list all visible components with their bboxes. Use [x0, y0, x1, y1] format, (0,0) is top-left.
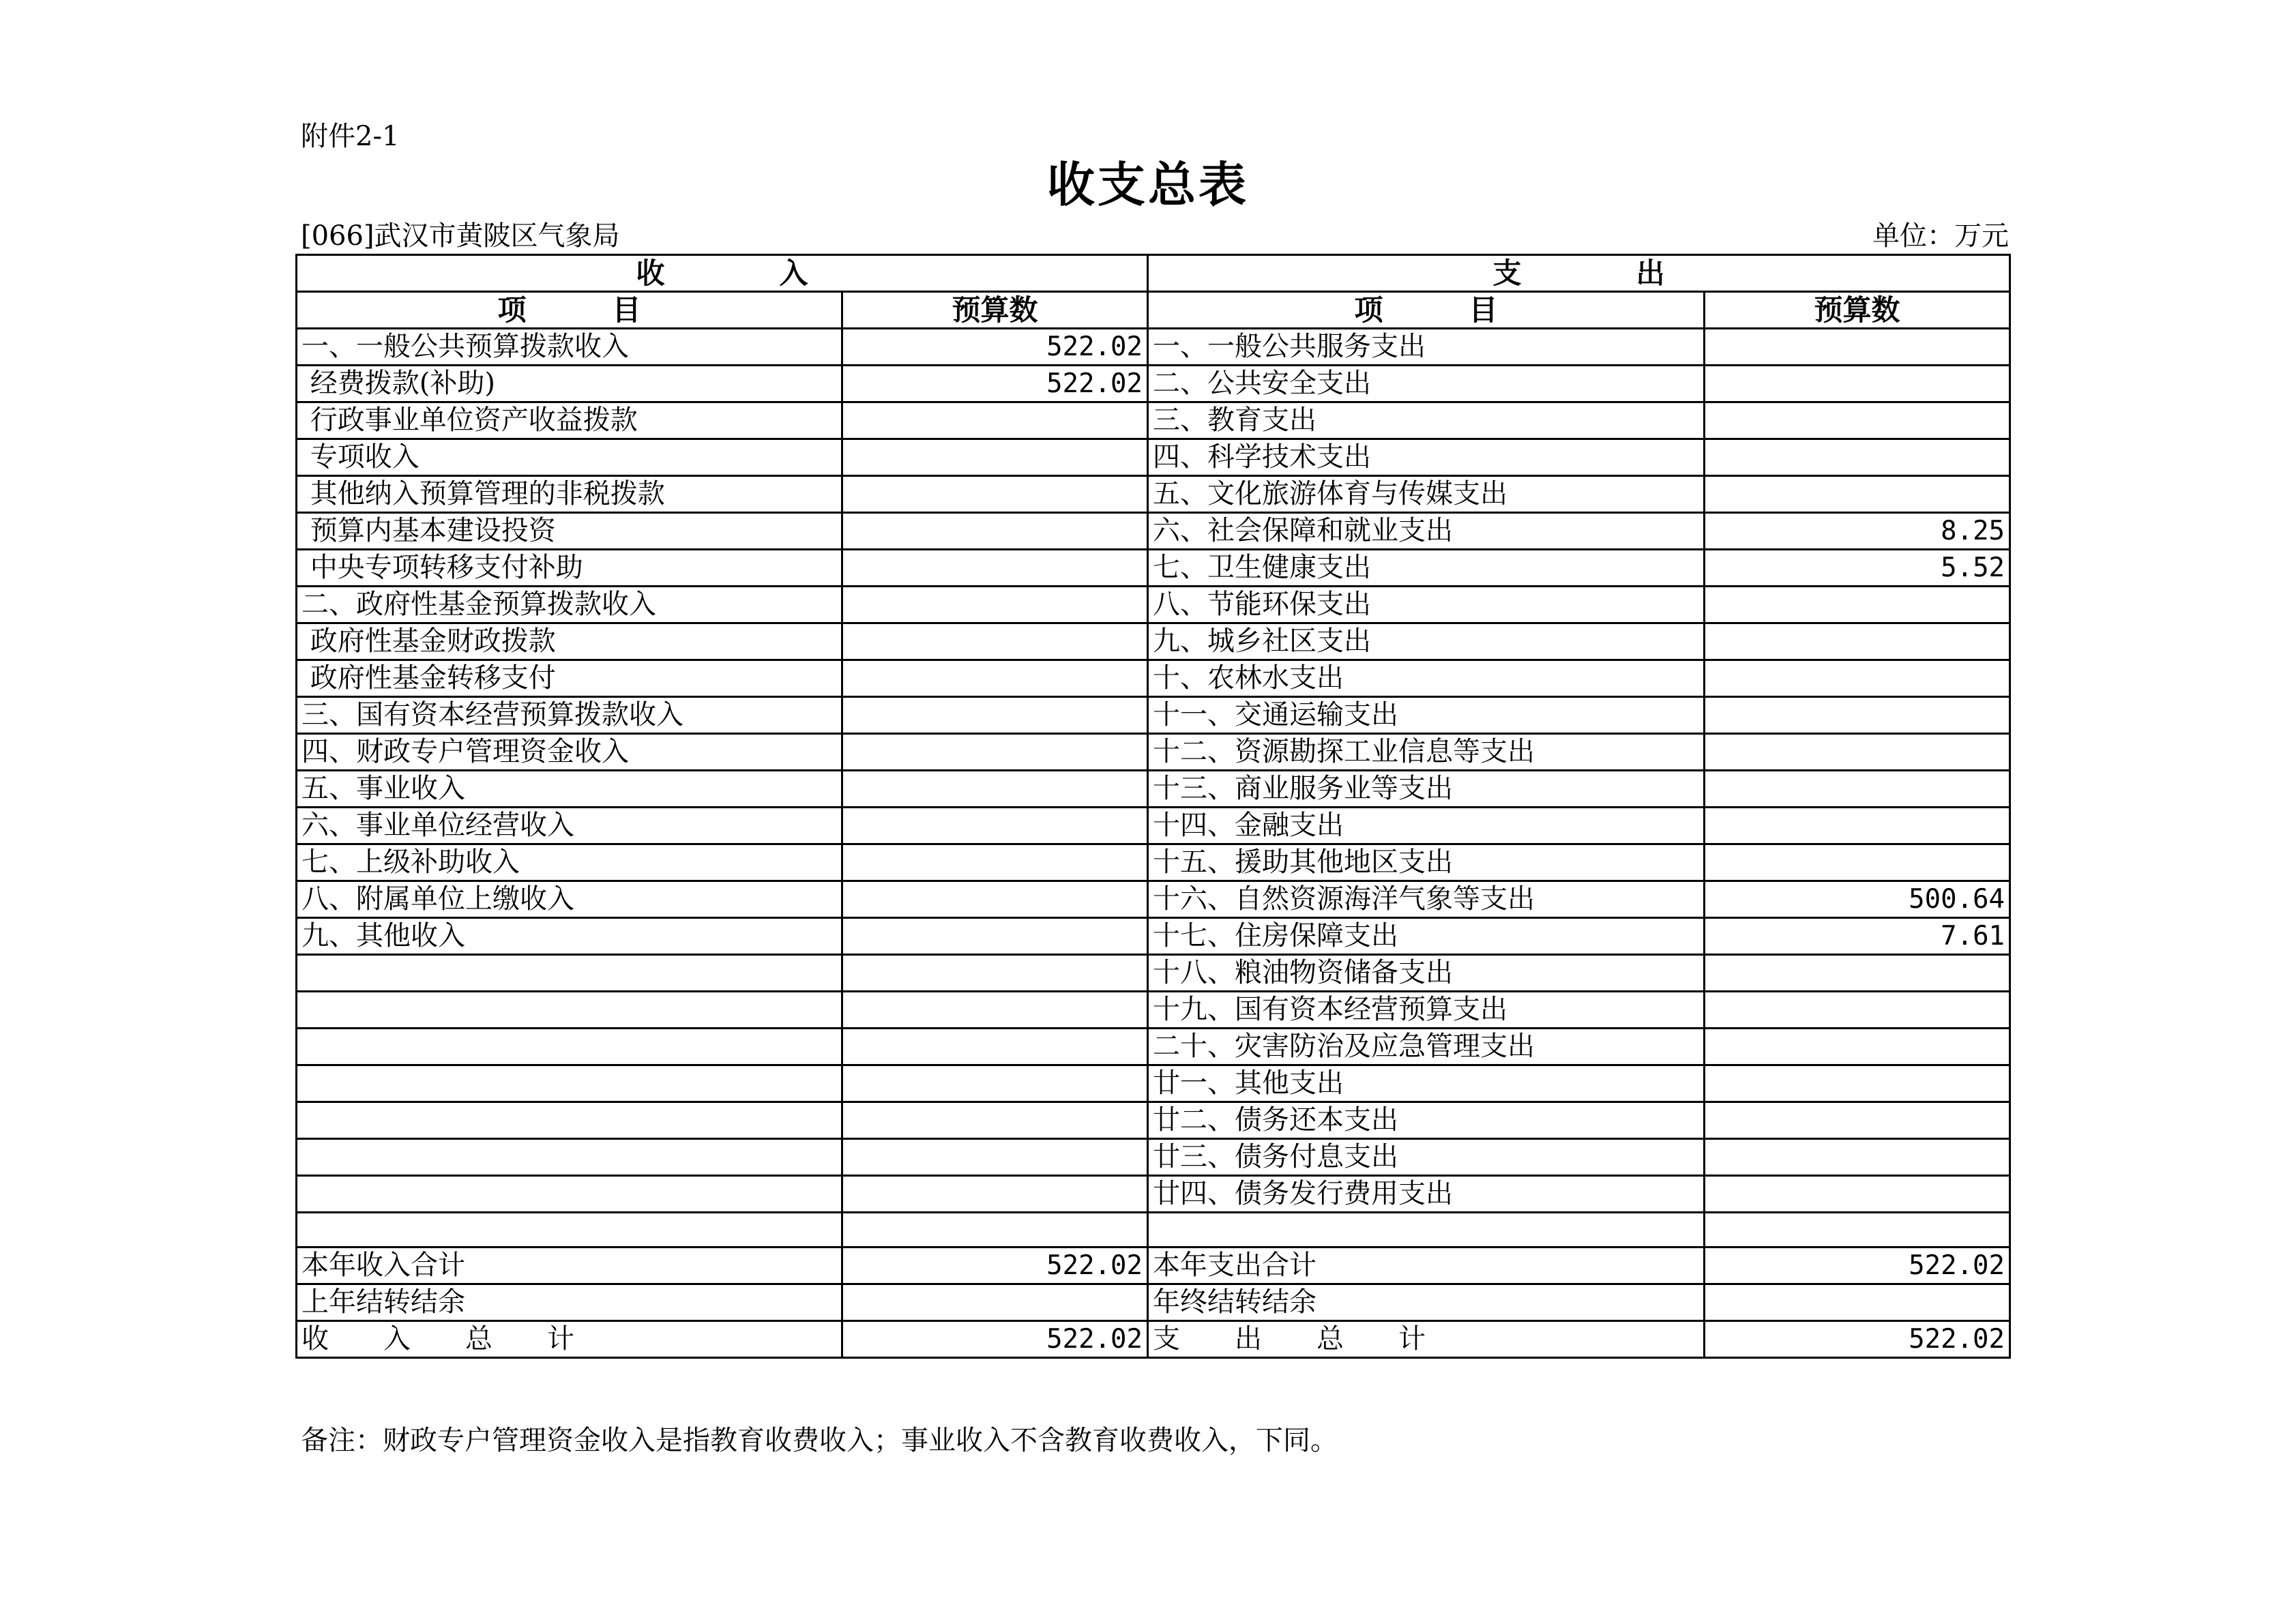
expense-amount-cell: 5.52 — [1705, 550, 2010, 587]
table-row — [297, 1284, 2010, 1321]
expense-amount-cell — [1705, 623, 2010, 660]
income-item-cell: 四、财政专户管理资金收入 — [297, 734, 842, 771]
income-item-cell — [297, 1029, 842, 1065]
income-item-cell: 政府性基金转移支付 — [297, 660, 842, 697]
expense-item-cell: 一、一般公共服务支出 — [1148, 329, 1705, 366]
table-row — [297, 1139, 2010, 1176]
expense-amount-cell — [1705, 329, 2010, 366]
expense-item-cell: 十二、资源勘探工业信息等支出 — [1148, 734, 1705, 771]
income-amount-cell — [842, 771, 1148, 808]
expense-item-cell: 六、社会保障和就业支出 — [1148, 513, 1705, 550]
income-amount-cell — [842, 1065, 1148, 1102]
expense-amount-cell — [1705, 955, 2010, 992]
income-item-cell: 中央专项转移支付补助 — [297, 550, 842, 587]
table-row — [297, 1176, 2010, 1213]
table-row — [297, 623, 2010, 660]
expense-amount-cell — [1705, 587, 2010, 623]
table-row — [297, 844, 2010, 881]
table-row — [297, 476, 2010, 513]
income-item-cell: 六、事业单位经营收入 — [297, 808, 842, 844]
expense-item-cell: 五、文化旅游体育与传媒支出 — [1148, 476, 1705, 513]
income-amount-cell: 522.02 — [842, 1321, 1148, 1358]
table-row — [297, 550, 2010, 587]
income-amount-cell: 522.02 — [842, 329, 1148, 366]
income-item-cell: 经费拨款(补助) — [297, 366, 842, 402]
table-row — [297, 439, 2010, 476]
income-item-cell — [297, 955, 842, 992]
expense-item-cell: 廿四、债务发行费用支出 — [1148, 1176, 1705, 1213]
income-amount-cell — [842, 808, 1148, 844]
expense-item-cell: 二十、灾害防治及应急管理支出 — [1148, 1029, 1705, 1065]
table-row — [297, 587, 2010, 623]
income-item-cell: 政府性基金财政拨款 — [297, 623, 842, 660]
income-item-cell: 二、政府性基金预算拨款收入 — [297, 587, 842, 623]
unit-label: 单位：万元 — [1872, 220, 2009, 252]
income-amount-cell — [842, 992, 1148, 1029]
table-row — [297, 513, 2010, 550]
expense-amount-cell — [1705, 476, 2010, 513]
income-item-cell — [297, 1213, 842, 1247]
income-amount-cell — [842, 513, 1148, 550]
expense-amount-cell: 8.25 — [1705, 513, 2010, 550]
expense-item-cell: 十三、商业服务业等支出 — [1148, 771, 1705, 808]
income-amount-cell: 522.02 — [842, 1247, 1148, 1284]
expense-amount-cell: 522.02 — [1705, 1321, 2010, 1358]
income-item-cell: 专项收入 — [297, 439, 842, 476]
expense-amount-cell — [1705, 1176, 2010, 1213]
expense-amount-cell — [1705, 734, 2010, 771]
table-row — [297, 734, 2010, 771]
income-amount-cell — [842, 623, 1148, 660]
table-row — [297, 1029, 2010, 1065]
table-row — [297, 329, 2010, 366]
expense-item-cell: 十六、自然资源海洋气象等支出 — [1148, 881, 1705, 918]
income-item-cell — [297, 1065, 842, 1102]
income-item-cell — [297, 1176, 842, 1213]
expense-amount-cell — [1705, 1102, 2010, 1139]
section-header-row — [297, 255, 2010, 292]
expense-amount-cell: 522.02 — [1705, 1247, 2010, 1284]
expense-item-header: 项 目 — [1148, 292, 1705, 329]
income-amount-cell — [842, 1284, 1148, 1321]
income-amount-cell — [842, 1029, 1148, 1065]
expense-amount-cell — [1705, 439, 2010, 476]
income-amount-cell — [842, 1139, 1148, 1176]
table-row — [297, 366, 2010, 402]
expense-amount-cell — [1705, 660, 2010, 697]
income-amount-cell — [842, 1213, 1148, 1247]
expense-item-cell: 十八、粮油物资储备支出 — [1148, 955, 1705, 992]
expense-section-header: 支 出 — [1148, 255, 2010, 292]
expense-item-cell: 支 出 总 计 — [1148, 1321, 1705, 1358]
table-row — [297, 918, 2010, 955]
income-amount-cell — [842, 550, 1148, 587]
expense-amount-header: 预算数 — [1705, 292, 2010, 329]
expense-amount-cell — [1705, 1213, 2010, 1247]
table-row — [297, 697, 2010, 734]
expense-item-cell: 十四、金融支出 — [1148, 808, 1705, 844]
table-row — [297, 992, 2010, 1029]
expense-amount-cell — [1705, 808, 2010, 844]
table-row — [297, 771, 2010, 808]
income-amount-cell — [842, 918, 1148, 955]
table-row — [297, 1102, 2010, 1139]
table-row — [297, 1247, 2010, 1284]
income-item-cell — [297, 1102, 842, 1139]
expense-amount-cell — [1705, 1029, 2010, 1065]
expense-item-cell — [1148, 1213, 1705, 1247]
expense-amount-cell: 500.64 — [1705, 881, 2010, 918]
expense-item-cell: 九、城乡社区支出 — [1148, 623, 1705, 660]
income-item-header: 项 目 — [297, 292, 842, 329]
income-amount-cell — [842, 844, 1148, 881]
income-amount-cell — [842, 955, 1148, 992]
budget-table — [295, 254, 2011, 1359]
expense-item-cell: 八、节能环保支出 — [1148, 587, 1705, 623]
expense-amount-cell — [1705, 992, 2010, 1029]
expense-item-cell: 十九、国有资本经营预算支出 — [1148, 992, 1705, 1029]
expense-amount-cell — [1705, 844, 2010, 881]
income-item-cell: 七、上级补助收入 — [297, 844, 842, 881]
table-row — [297, 881, 2010, 918]
expense-item-cell: 十五、援助其他地区支出 — [1148, 844, 1705, 881]
organization-name: [066]武汉市黄陂区气象局 — [301, 220, 620, 252]
expense-item-cell: 四、科学技术支出 — [1148, 439, 1705, 476]
expense-item-cell: 三、教育支出 — [1148, 402, 1705, 439]
table-row — [297, 660, 2010, 697]
income-item-cell: 预算内基本建设投资 — [297, 513, 842, 550]
table-row — [297, 955, 2010, 992]
income-amount-header: 预算数 — [842, 292, 1148, 329]
expense-amount-cell — [1705, 771, 2010, 808]
footnote: 备注：财政专户管理资金收入是指教育收费收入；事业收入不含教育收费收入，下同。 — [301, 1425, 1338, 1456]
income-item-cell: 收 入 总 计 — [297, 1321, 842, 1358]
expense-amount-cell — [1705, 697, 2010, 734]
expense-item-cell: 十七、住房保障支出 — [1148, 918, 1705, 955]
expense-amount-cell — [1705, 1065, 2010, 1102]
expense-item-cell: 本年支出合计 — [1148, 1247, 1705, 1284]
expense-amount-cell — [1705, 402, 2010, 439]
table-row — [297, 808, 2010, 844]
table-row — [297, 1321, 2010, 1358]
income-amount-cell — [842, 1102, 1148, 1139]
expense-item-cell: 年终结转结余 — [1148, 1284, 1705, 1321]
income-item-cell: 其他纳入预算管理的非税拨款 — [297, 476, 842, 513]
income-item-cell: 一、一般公共预算拨款收入 — [297, 329, 842, 366]
table-row — [297, 1213, 2010, 1247]
table-row — [297, 402, 2010, 439]
income-item-cell: 八、附属单位上缴收入 — [297, 881, 842, 918]
income-amount-cell — [842, 439, 1148, 476]
income-item-cell: 九、其他收入 — [297, 918, 842, 955]
page-title: 收支总表 — [1047, 157, 1249, 213]
income-item-cell: 上年结转结余 — [297, 1284, 842, 1321]
income-section-header: 收 入 — [297, 255, 1148, 292]
income-item-cell: 三、国有资本经营预算拨款收入 — [297, 697, 842, 734]
expense-amount-cell: 7.61 — [1705, 918, 2010, 955]
expense-item-cell: 廿二、债务还本支出 — [1148, 1102, 1705, 1139]
income-amount-cell: 522.02 — [842, 366, 1148, 402]
income-amount-cell — [842, 1176, 1148, 1213]
income-item-cell: 行政事业单位资产收益拨款 — [297, 402, 842, 439]
income-amount-cell — [842, 881, 1148, 918]
income-amount-cell — [842, 476, 1148, 513]
expense-amount-cell — [1705, 366, 2010, 402]
expense-item-cell: 廿一、其他支出 — [1148, 1065, 1705, 1102]
income-amount-cell — [842, 734, 1148, 771]
column-header-row — [297, 292, 2010, 329]
income-amount-cell — [842, 402, 1148, 439]
income-item-cell: 五、事业收入 — [297, 771, 842, 808]
expense-item-cell: 十、农林水支出 — [1148, 660, 1705, 697]
table-row — [297, 1065, 2010, 1102]
income-item-cell — [297, 1139, 842, 1176]
income-item-cell — [297, 992, 842, 1029]
expense-amount-cell — [1705, 1284, 2010, 1321]
income-amount-cell — [842, 587, 1148, 623]
income-amount-cell — [842, 660, 1148, 697]
income-item-cell: 本年收入合计 — [297, 1247, 842, 1284]
expense-item-cell: 十一、交通运输支出 — [1148, 697, 1705, 734]
expense-item-cell: 七、卫生健康支出 — [1148, 550, 1705, 587]
attachment-label: 附件2-1 — [301, 121, 400, 152]
expense-item-cell: 廿三、债务付息支出 — [1148, 1139, 1705, 1176]
expense-amount-cell — [1705, 1139, 2010, 1176]
expense-item-cell: 二、公共安全支出 — [1148, 366, 1705, 402]
budget-table-body — [297, 255, 2010, 1358]
income-amount-cell — [842, 697, 1148, 734]
